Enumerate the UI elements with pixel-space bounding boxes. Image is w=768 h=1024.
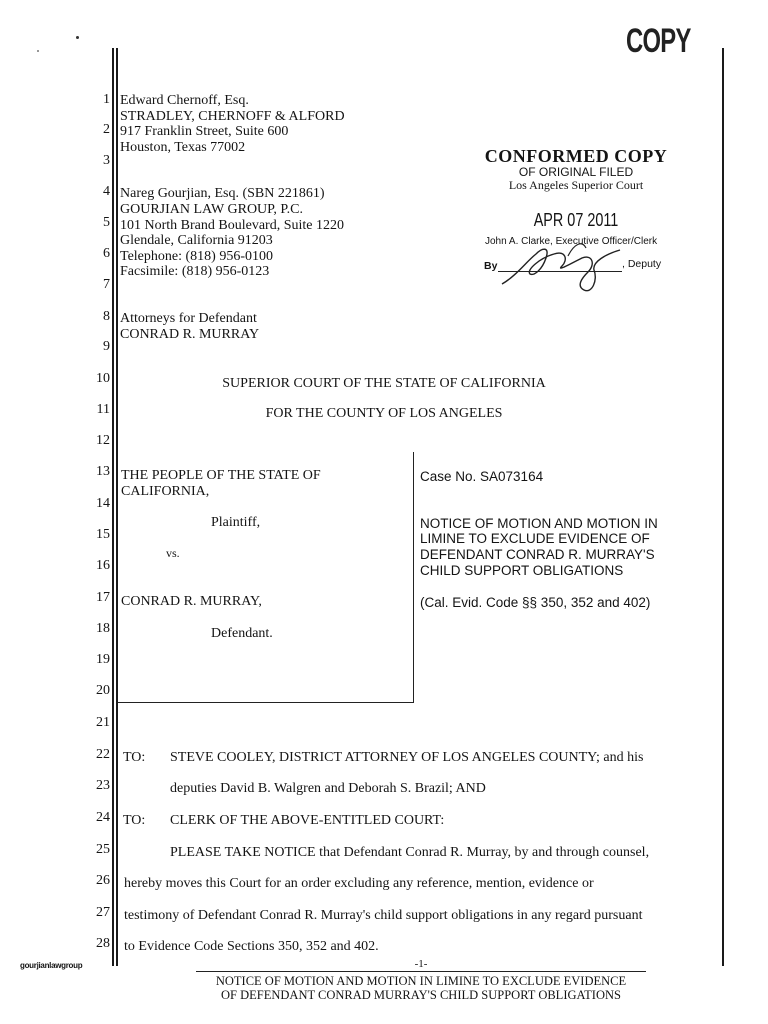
- notice-paragraph-line3: testimony of Defendant Conrad R. Murray's child support obligations in any regard pursuant: [124, 908, 643, 923]
- motion-title-line2: LIMINE TO EXCLUDE EVIDENCE OF: [420, 531, 650, 546]
- page-number: -1-: [414, 958, 428, 970]
- left-margin-rule-inner: [116, 48, 118, 966]
- attorneys-for-label: Attorneys for Defendant: [120, 311, 257, 326]
- notice-paragraph-line2: hereby moves this Court for an order excluding any reference, mention, evidence or: [124, 876, 594, 891]
- line-number: 6: [103, 246, 110, 261]
- line-number: 17: [96, 590, 110, 605]
- line-number: 27: [96, 905, 110, 920]
- line-number: 5: [103, 215, 110, 230]
- attorney-fax: Facsimile: (818) 956-0123: [120, 264, 270, 279]
- line-number: 4: [103, 184, 110, 199]
- line-number: 22: [96, 747, 110, 762]
- line-number: 2: [103, 122, 110, 137]
- caption-divider-horizontal: [118, 702, 414, 703]
- deputy-signature-icon: [496, 236, 626, 296]
- court-county: FOR THE COUNTY OF LOS ANGELES: [265, 406, 503, 421]
- motion-title-line4: CHILD SUPPORT OBLIGATIONS: [420, 563, 624, 578]
- motion-title-line3: DEFENDANT CONRAD R. MURRAY'S: [420, 547, 655, 562]
- line-number: 10: [96, 371, 110, 386]
- line-number: 23: [96, 778, 110, 793]
- line-number: 7: [103, 277, 110, 292]
- footer-title-line1: NOTICE OF MOTION AND MOTION IN LIMINE TO EXCLUDE EVIDENCE: [215, 974, 627, 988]
- plaintiff-label: Plaintiff,: [211, 515, 261, 530]
- line-number: 26: [96, 873, 110, 888]
- scan-speck: [76, 36, 79, 39]
- line-number: 18: [96, 621, 110, 636]
- attorney-street: 101 North Brand Boulevard, Suite 1220: [120, 218, 344, 233]
- line-number: 15: [96, 527, 110, 542]
- footer-title-line2: OF DEFENDANT CONRAD MURRAY'S CHILD SUPPORT OBLIGATIONS: [221, 988, 621, 1002]
- case-number: Case No. SA073164: [420, 469, 544, 484]
- to-recipient-2: CLERK OF THE ABOVE-ENTITLED COURT:: [170, 813, 445, 828]
- attorney-phone: Telephone: (818) 956-0100: [120, 249, 273, 264]
- to-recipient-1: STEVE COOLEY, DISTRICT ATTORNEY OF LOS ANGELES COUNTY; and his: [170, 750, 644, 765]
- line-number: 25: [96, 842, 110, 857]
- versus-label: vs.: [166, 546, 180, 560]
- conformed-court: Los Angeles Superior Court: [508, 178, 644, 192]
- plaintiff-name-line1: THE PEOPLE OF THE STATE OF: [121, 468, 321, 483]
- line-number: 14: [96, 496, 110, 511]
- line-number: 12: [96, 433, 110, 448]
- caption-divider-vertical: [413, 452, 414, 702]
- line-number: 20: [96, 683, 110, 698]
- attorney-street: 917 Franklin Street, Suite 600: [120, 124, 289, 139]
- conformed-by-label: By: [484, 260, 498, 272]
- line-number: 28: [96, 936, 110, 951]
- notice-paragraph-line4: to Evidence Code Sections 350, 352 and 402.: [124, 939, 379, 954]
- copy-stamp: COPY: [626, 22, 691, 60]
- scan-speck: [37, 50, 39, 52]
- attorney-name: Nareg Gourjian, Esq. (SBN 221861): [120, 186, 325, 201]
- motion-title-line1: NOTICE OF MOTION AND MOTION IN: [420, 516, 658, 531]
- to-label-1: TO:: [123, 750, 146, 765]
- evidence-code-citation: (Cal. Evid. Code §§ 350, 352 and 402): [420, 595, 651, 610]
- court-name: SUPERIOR COURT OF THE STATE OF CALIFORNIA: [222, 376, 546, 391]
- defendant-name: CONRAD R. MURRAY,: [121, 594, 262, 609]
- line-number: 21: [96, 715, 110, 730]
- line-number: 16: [96, 558, 110, 573]
- attorneys-for-client: CONRAD R. MURRAY: [120, 327, 260, 342]
- attorney-city: Houston, Texas 77002: [120, 140, 246, 155]
- line-number: 1: [103, 92, 110, 107]
- right-margin-rule: [722, 48, 724, 966]
- line-number: 13: [96, 464, 110, 479]
- conformed-deputy-label: , Deputy: [622, 258, 662, 270]
- line-number: 8: [103, 309, 110, 324]
- line-number: 19: [96, 652, 110, 667]
- to-label-2: TO:: [123, 813, 146, 828]
- to-recipient-1-cont: deputies David B. Walgren and Deborah S. Brazil; AND: [170, 781, 486, 796]
- left-margin-rule-outer: [112, 48, 114, 966]
- line-number: 11: [96, 402, 110, 417]
- footer-rule: [196, 971, 646, 972]
- conformed-subtitle: OF ORIGINAL FILED: [518, 165, 634, 179]
- defendant-label: Defendant.: [211, 626, 273, 641]
- notice-paragraph-line1: PLEASE TAKE NOTICE that Defendant Conrad R. Murray, by and through counsel,: [170, 845, 650, 860]
- line-number: 9: [103, 339, 110, 354]
- attorney-firm: STRADLEY, CHERNOFF & ALFORD: [120, 109, 345, 124]
- line-number: 24: [96, 810, 110, 825]
- plaintiff-name-line2: CALIFORNIA,: [121, 484, 210, 499]
- conformed-title: CONFORMED COPY: [484, 146, 668, 166]
- attorney-name: Edward Chernoff, Esq.: [120, 93, 249, 108]
- firm-logo-mark: gourjianlawgroup: [20, 961, 83, 970]
- attorney-firm: GOURJIAN LAW GROUP, P.C.: [120, 202, 303, 217]
- attorney-city: Glendale, California 91203: [120, 233, 273, 248]
- conformed-officer: John A. Clarke, Executive Officer/Clerk: [485, 236, 658, 247]
- line-number: 3: [103, 153, 110, 168]
- conformed-date: APR 07 2011: [533, 210, 619, 230]
